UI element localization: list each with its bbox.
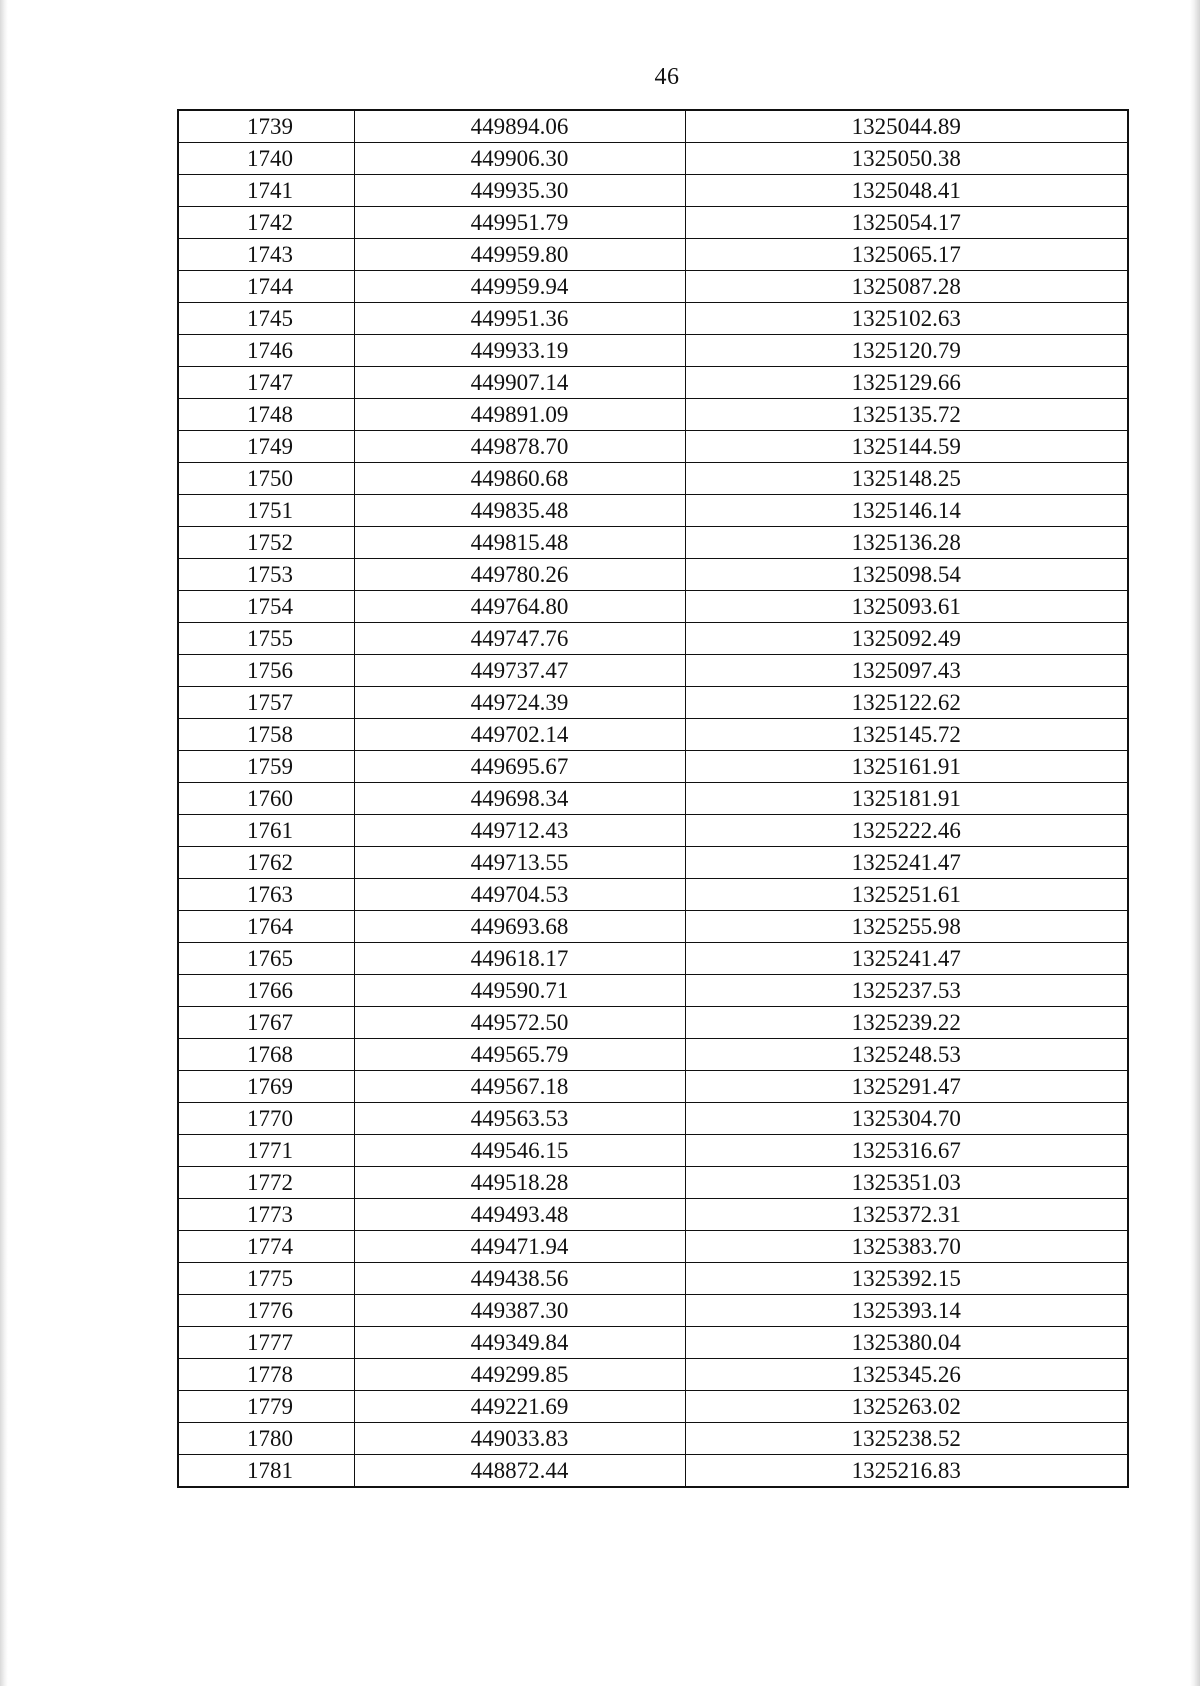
x-coordinate-cell: 449471.94 [354, 1231, 685, 1263]
table-row [178, 1327, 1128, 1359]
point-number-cell: 1749 [178, 431, 354, 463]
point-number-cell: 1772 [178, 1167, 354, 1199]
y-coordinate-cell: 1325255.98 [685, 911, 1128, 943]
x-coordinate-cell: 449935.30 [354, 175, 685, 207]
y-coordinate-cell: 1325144.59 [685, 431, 1128, 463]
point-number-cell: 1755 [178, 623, 354, 655]
point-number-cell: 1756 [178, 655, 354, 687]
x-coordinate-cell: 449894.06 [354, 110, 685, 143]
point-number-cell: 1750 [178, 463, 354, 495]
point-number-cell: 1765 [178, 943, 354, 975]
point-number-cell: 1740 [178, 143, 354, 175]
y-coordinate-cell: 1325304.70 [685, 1103, 1128, 1135]
point-number-cell: 1768 [178, 1039, 354, 1071]
y-coordinate-cell: 1325148.25 [685, 463, 1128, 495]
coordinates-table-container [177, 109, 1127, 1488]
y-coordinate-cell: 1325251.61 [685, 879, 1128, 911]
point-number-cell: 1758 [178, 719, 354, 751]
point-number-cell: 1745 [178, 303, 354, 335]
y-coordinate-cell: 1325383.70 [685, 1231, 1128, 1263]
y-coordinate-cell: 1325146.14 [685, 495, 1128, 527]
y-coordinate-cell: 1325291.47 [685, 1071, 1128, 1103]
scan-edge-right [1190, 0, 1200, 1686]
point-number-cell: 1767 [178, 1007, 354, 1039]
point-number-cell: 1744 [178, 271, 354, 303]
y-coordinate-cell: 1325044.89 [685, 110, 1128, 143]
table-row [178, 1039, 1128, 1071]
x-coordinate-cell: 449713.55 [354, 847, 685, 879]
x-coordinate-cell: 448872.44 [354, 1455, 685, 1488]
x-coordinate-cell: 449618.17 [354, 943, 685, 975]
point-number-cell: 1771 [178, 1135, 354, 1167]
table-row [178, 559, 1128, 591]
table-row [178, 1007, 1128, 1039]
y-coordinate-cell: 1325087.28 [685, 271, 1128, 303]
y-coordinate-cell: 1325054.17 [685, 207, 1128, 239]
x-coordinate-cell: 449891.09 [354, 399, 685, 431]
x-coordinate-cell: 449780.26 [354, 559, 685, 591]
table-row [178, 1071, 1128, 1103]
x-coordinate-cell: 449906.30 [354, 143, 685, 175]
table-row [178, 1295, 1128, 1327]
point-number-cell: 1757 [178, 687, 354, 719]
x-coordinate-cell: 449704.53 [354, 879, 685, 911]
table-row [178, 623, 1128, 655]
y-coordinate-cell: 1325241.47 [685, 943, 1128, 975]
coordinates-table-body [178, 110, 1128, 1487]
table-row [178, 1455, 1128, 1488]
table-row [178, 911, 1128, 943]
x-coordinate-cell: 449033.83 [354, 1423, 685, 1455]
y-coordinate-cell: 1325241.47 [685, 847, 1128, 879]
y-coordinate-cell: 1325393.14 [685, 1295, 1128, 1327]
y-coordinate-cell: 1325222.46 [685, 815, 1128, 847]
x-coordinate-cell: 449724.39 [354, 687, 685, 719]
table-row [178, 655, 1128, 687]
point-number-cell: 1747 [178, 367, 354, 399]
x-coordinate-cell: 449299.85 [354, 1359, 685, 1391]
x-coordinate-cell: 449565.79 [354, 1039, 685, 1071]
point-number-cell: 1763 [178, 879, 354, 911]
table-row [178, 719, 1128, 751]
y-coordinate-cell: 1325122.62 [685, 687, 1128, 719]
y-coordinate-cell: 1325372.31 [685, 1199, 1128, 1231]
x-coordinate-cell: 449695.67 [354, 751, 685, 783]
x-coordinate-cell: 449349.84 [354, 1327, 685, 1359]
page-number: 46 [654, 64, 680, 90]
y-coordinate-cell: 1325065.17 [685, 239, 1128, 271]
y-coordinate-cell: 1325098.54 [685, 559, 1128, 591]
point-number-cell: 1760 [178, 783, 354, 815]
x-coordinate-cell: 449959.80 [354, 239, 685, 271]
y-coordinate-cell: 1325316.67 [685, 1135, 1128, 1167]
table-row [178, 815, 1128, 847]
table-row [178, 207, 1128, 239]
table-row [178, 431, 1128, 463]
table-row [178, 1359, 1128, 1391]
x-coordinate-cell: 449907.14 [354, 367, 685, 399]
point-number-cell: 1770 [178, 1103, 354, 1135]
y-coordinate-cell: 1325145.72 [685, 719, 1128, 751]
y-coordinate-cell: 1325097.43 [685, 655, 1128, 687]
table-row [178, 591, 1128, 623]
x-coordinate-cell: 449698.34 [354, 783, 685, 815]
table-row [178, 879, 1128, 911]
point-number-cell: 1761 [178, 815, 354, 847]
y-coordinate-cell: 1325135.72 [685, 399, 1128, 431]
x-coordinate-cell: 449693.68 [354, 911, 685, 943]
y-coordinate-cell: 1325248.53 [685, 1039, 1128, 1071]
table-row [178, 303, 1128, 335]
point-number-cell: 1748 [178, 399, 354, 431]
y-coordinate-cell: 1325129.66 [685, 367, 1128, 399]
point-number-cell: 1778 [178, 1359, 354, 1391]
x-coordinate-cell: 449387.30 [354, 1295, 685, 1327]
y-coordinate-cell: 1325216.83 [685, 1455, 1128, 1488]
x-coordinate-cell: 449747.76 [354, 623, 685, 655]
x-coordinate-cell: 449563.53 [354, 1103, 685, 1135]
y-coordinate-cell: 1325093.61 [685, 591, 1128, 623]
table-row [178, 847, 1128, 879]
table-row [178, 1167, 1128, 1199]
y-coordinate-cell: 1325351.03 [685, 1167, 1128, 1199]
point-number-cell: 1743 [178, 239, 354, 271]
x-coordinate-cell: 449590.71 [354, 975, 685, 1007]
y-coordinate-cell: 1325048.41 [685, 175, 1128, 207]
y-coordinate-cell: 1325238.52 [685, 1423, 1128, 1455]
point-number-cell: 1754 [178, 591, 354, 623]
table-row [178, 495, 1128, 527]
y-coordinate-cell: 1325181.91 [685, 783, 1128, 815]
table-row [178, 1231, 1128, 1263]
point-number-cell: 1752 [178, 527, 354, 559]
x-coordinate-cell: 449959.94 [354, 271, 685, 303]
y-coordinate-cell: 1325239.22 [685, 1007, 1128, 1039]
point-number-cell: 1777 [178, 1327, 354, 1359]
x-coordinate-cell: 449702.14 [354, 719, 685, 751]
point-number-cell: 1780 [178, 1423, 354, 1455]
y-coordinate-cell: 1325392.15 [685, 1263, 1128, 1295]
point-number-cell: 1781 [178, 1455, 354, 1488]
coordinates-table [177, 109, 1129, 1488]
x-coordinate-cell: 449572.50 [354, 1007, 685, 1039]
x-coordinate-cell: 449951.79 [354, 207, 685, 239]
point-number-cell: 1753 [178, 559, 354, 591]
y-coordinate-cell: 1325102.63 [685, 303, 1128, 335]
y-coordinate-cell: 1325092.49 [685, 623, 1128, 655]
x-coordinate-cell: 449860.68 [354, 463, 685, 495]
table-row [178, 1135, 1128, 1167]
point-number-cell: 1746 [178, 335, 354, 367]
table-row [178, 943, 1128, 975]
table-row [178, 143, 1128, 175]
table-row [178, 1423, 1128, 1455]
table-row [178, 1391, 1128, 1423]
table-row [178, 175, 1128, 207]
x-coordinate-cell: 449438.56 [354, 1263, 685, 1295]
x-coordinate-cell: 449518.28 [354, 1167, 685, 1199]
x-coordinate-cell: 449835.48 [354, 495, 685, 527]
point-number-cell: 1779 [178, 1391, 354, 1423]
point-number-cell: 1769 [178, 1071, 354, 1103]
table-row [178, 399, 1128, 431]
table-row [178, 239, 1128, 271]
table-row [178, 1103, 1128, 1135]
point-number-cell: 1742 [178, 207, 354, 239]
table-row [178, 1263, 1128, 1295]
table-row [178, 783, 1128, 815]
point-number-cell: 1774 [178, 1231, 354, 1263]
table-row [178, 527, 1128, 559]
point-number-cell: 1759 [178, 751, 354, 783]
point-number-cell: 1764 [178, 911, 354, 943]
y-coordinate-cell: 1325161.91 [685, 751, 1128, 783]
point-number-cell: 1762 [178, 847, 354, 879]
x-coordinate-cell: 449764.80 [354, 591, 685, 623]
point-number-cell: 1766 [178, 975, 354, 1007]
y-coordinate-cell: 1325120.79 [685, 335, 1128, 367]
x-coordinate-cell: 449933.19 [354, 335, 685, 367]
scan-edge-left [0, 0, 8, 1686]
y-coordinate-cell: 1325237.53 [685, 975, 1128, 1007]
y-coordinate-cell: 1325380.04 [685, 1327, 1128, 1359]
table-row [178, 751, 1128, 783]
table-row [178, 271, 1128, 303]
y-coordinate-cell: 1325136.28 [685, 527, 1128, 559]
point-number-cell: 1773 [178, 1199, 354, 1231]
point-number-cell: 1775 [178, 1263, 354, 1295]
x-coordinate-cell: 449815.48 [354, 527, 685, 559]
table-row [178, 687, 1128, 719]
point-number-cell: 1751 [178, 495, 354, 527]
y-coordinate-cell: 1325263.02 [685, 1391, 1128, 1423]
table-row [178, 463, 1128, 495]
table-row [178, 367, 1128, 399]
x-coordinate-cell: 449737.47 [354, 655, 685, 687]
x-coordinate-cell: 449951.36 [354, 303, 685, 335]
point-number-cell: 1776 [178, 1295, 354, 1327]
table-row [178, 975, 1128, 1007]
x-coordinate-cell: 449546.15 [354, 1135, 685, 1167]
table-row [178, 1199, 1128, 1231]
point-number-cell: 1741 [178, 175, 354, 207]
y-coordinate-cell: 1325345.26 [685, 1359, 1128, 1391]
x-coordinate-cell: 449221.69 [354, 1391, 685, 1423]
y-coordinate-cell: 1325050.38 [685, 143, 1128, 175]
x-coordinate-cell: 449878.70 [354, 431, 685, 463]
table-row [178, 110, 1128, 143]
table-row [178, 335, 1128, 367]
x-coordinate-cell: 449567.18 [354, 1071, 685, 1103]
x-coordinate-cell: 449712.43 [354, 815, 685, 847]
point-number-cell: 1739 [178, 110, 354, 143]
x-coordinate-cell: 449493.48 [354, 1199, 685, 1231]
